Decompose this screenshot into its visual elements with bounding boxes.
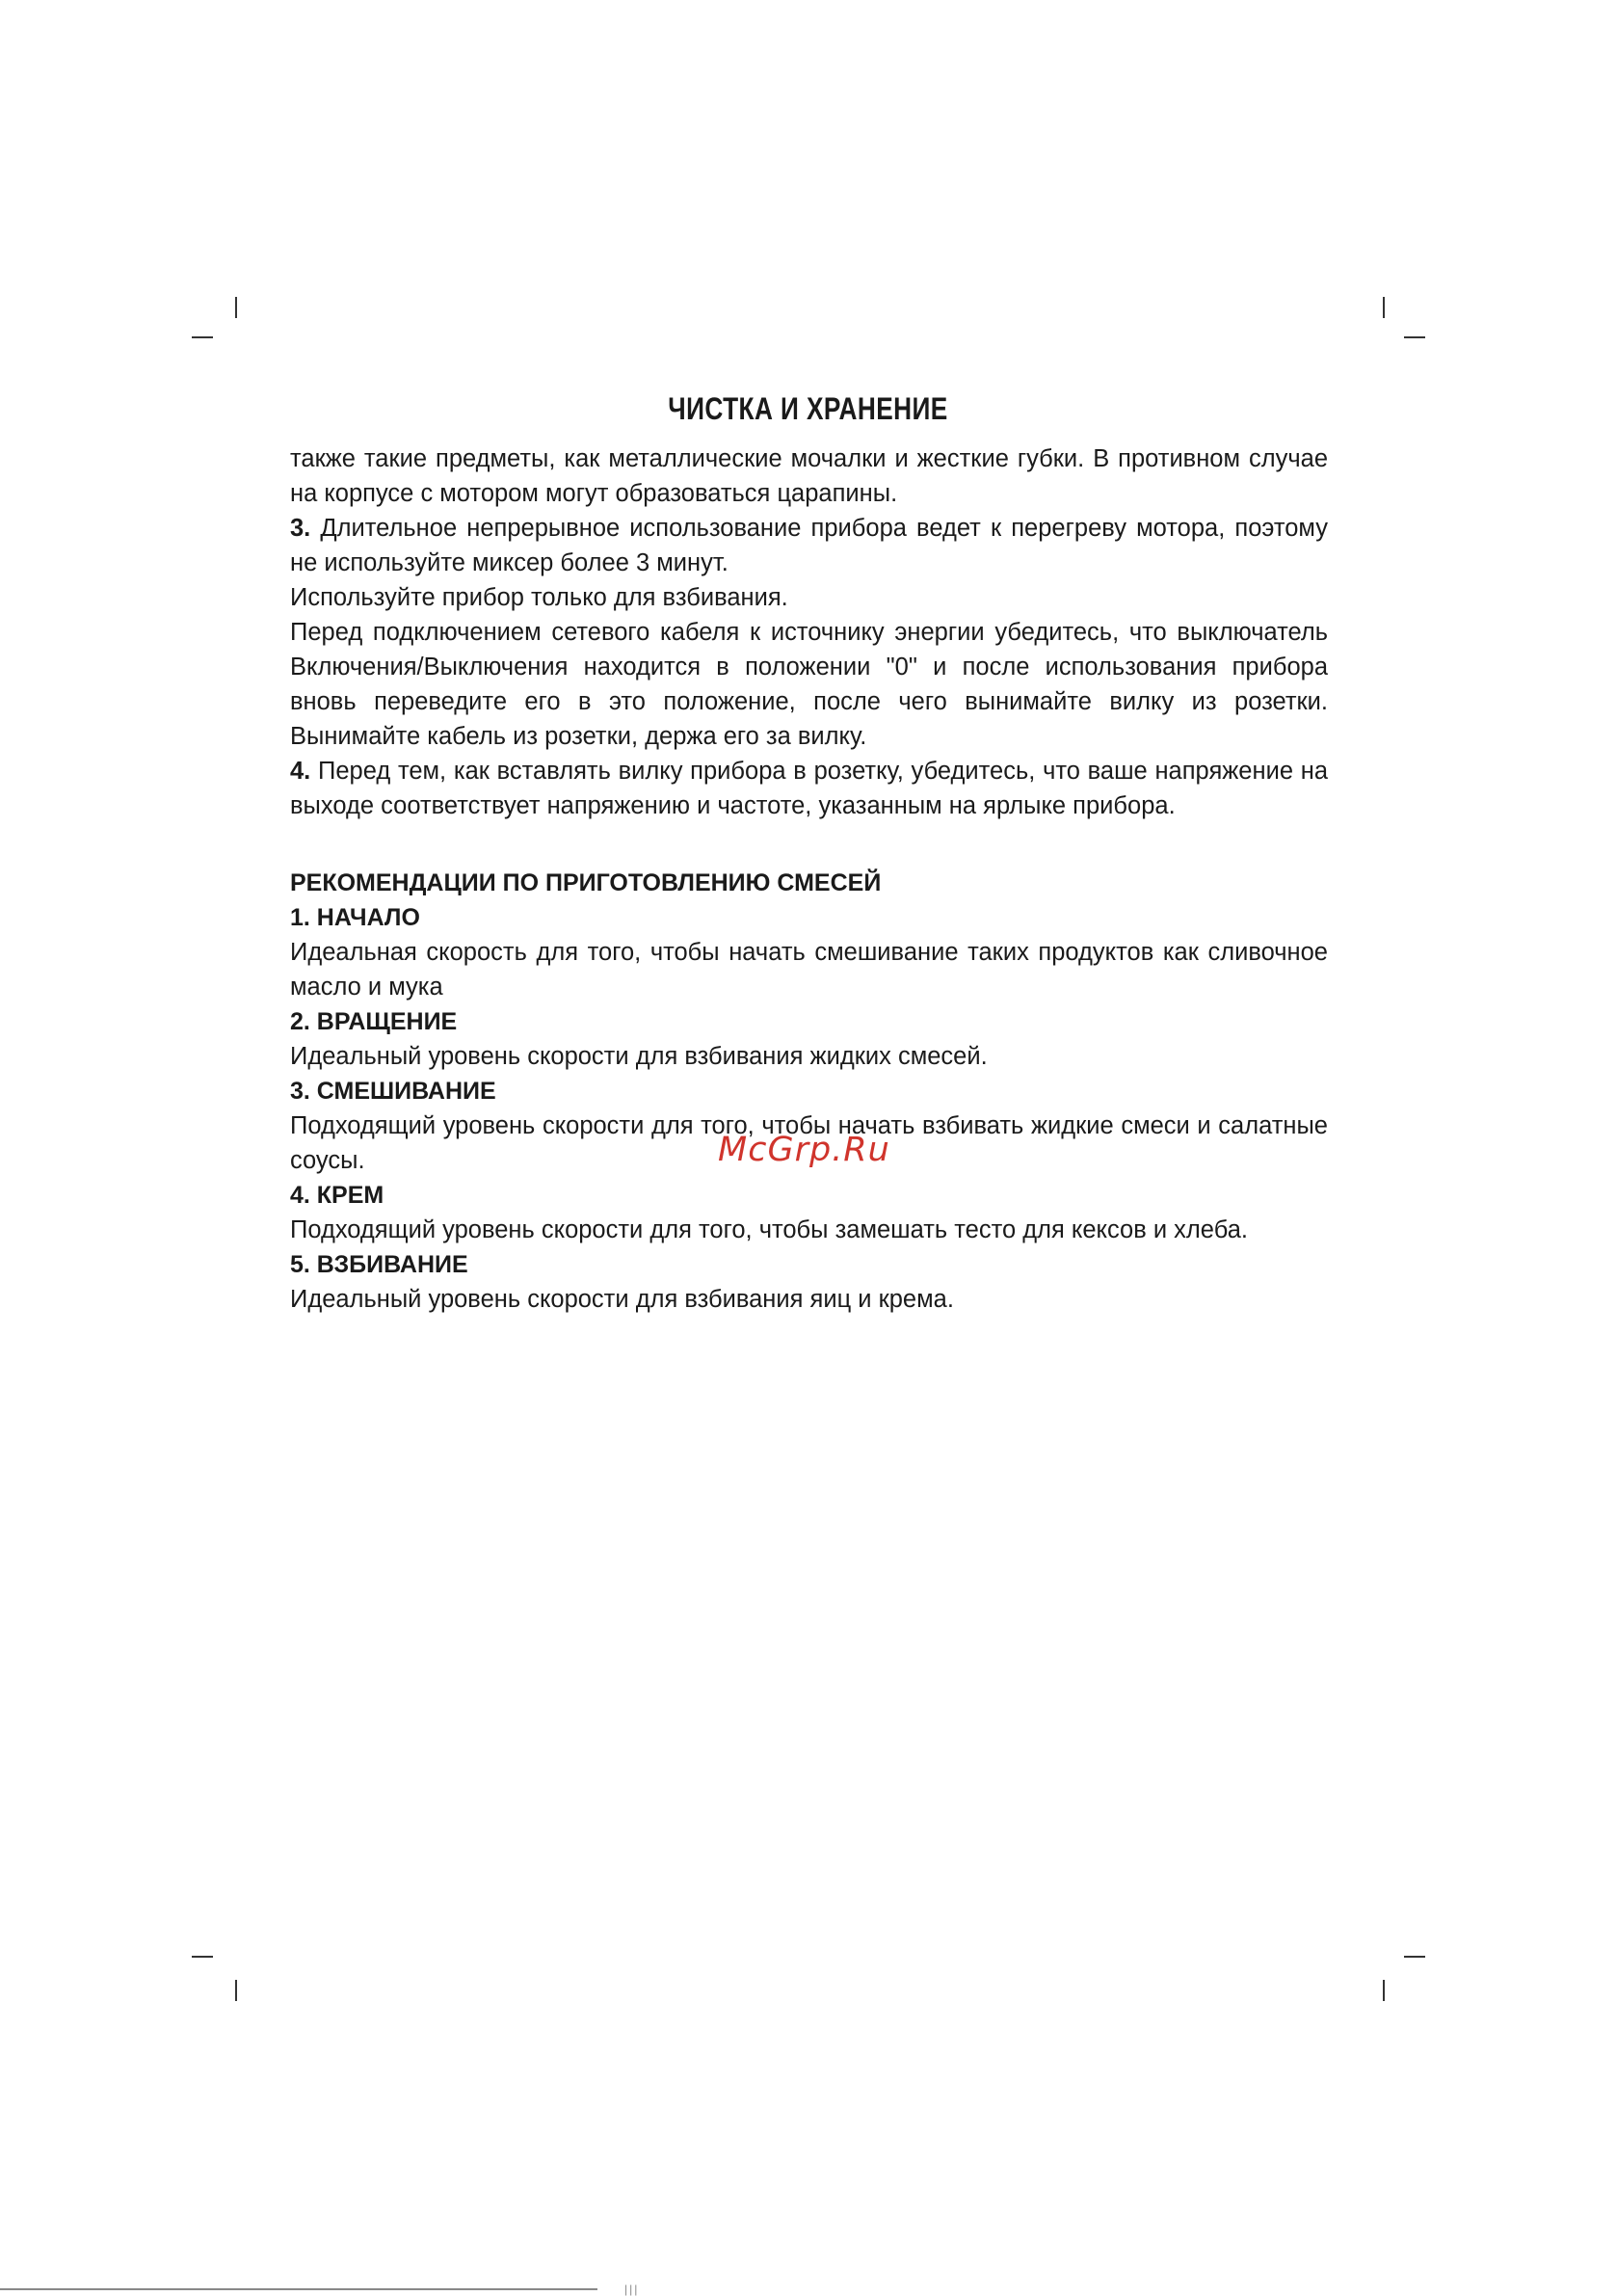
section-spacer [290, 823, 1328, 866]
section-heading: РЕКОМЕНДАЦИИ ПО ПРИГОТОВЛЕНИЮ СМЕСЕЙ [290, 869, 882, 896]
document-body [290, 441, 1328, 1317]
crop-mark-top-left-vertical [235, 297, 237, 318]
speed-text-4: Подходящий уровень скорости для того, чтобы замешать тесто для кексов и хлеба. [290, 1216, 1248, 1243]
speed-text-3: Подходящий уровень скорости для того, чтобы начать взбивать жидкие смеси и салатные соусы. [290, 1112, 1328, 1174]
paragraph-item-4 [290, 754, 1328, 823]
speed-text-2: Идеальный уровень скорости для взбивания жидких смесей. [290, 1043, 988, 1070]
crop-mark-top-left-horizontal [192, 336, 213, 338]
paragraph-continuation: также такие предметы, как металлические мочалки и жесткие губки. В противном случае на корпусе с мотором могут образоваться царапины. [290, 445, 1328, 507]
crop-mark-top-right-horizontal [1404, 336, 1425, 338]
speed-title-1: 1. НАЧАЛО [290, 904, 420, 931]
speed-title-3: 3. СМЕШИВАНИЕ [290, 1078, 496, 1105]
speed-text-1: Идеальная скорость для того, чтобы начать смешивание таких продуктов как сливочное масло и мука [290, 939, 1328, 1001]
paragraph-text: Перед тем, как вставлять вилку прибора в розетку, убедитесь, что ваше напряжение на выходе соответствует напряжению и частоте, указанным на ярлыке прибора. [290, 758, 1328, 819]
speed-text-5: Идеальный уровень скорости для взбивания яиц и крема. [290, 1286, 954, 1313]
paragraph-item-3 [290, 511, 1328, 580]
page-title: ЧИСТКА И ХРАНЕНИЕ [668, 391, 948, 426]
item-number: 4. [290, 758, 311, 785]
speed-title-2: 2. ВРАЩЕНИЕ [290, 1008, 458, 1035]
watermark: McGrp.Ru [718, 1131, 890, 1169]
paragraph-switch: Перед подключением сетевого кабеля к источнику энергии убедитесь, что выключатель Включения/Выключения находится в положении "0" и после использования прибора вновь переведите его в это положение, после чего вынимайте вилку из розетки. Вынимайте кабель из розетки, держа его за вилку. [290, 619, 1328, 750]
paragraph-text: Длительное непрерывное использование прибора ведет к перегреву мотора, поэтому не используйте миксер более 3 минут. [290, 515, 1328, 576]
crop-mark-bottom-right-horizontal [1404, 1956, 1425, 1958]
paragraph-usage: Используйте прибор только для взбивания. [290, 584, 788, 611]
crop-mark-bottom-left-vertical [235, 1980, 237, 2001]
crop-mark-top-right-vertical [1383, 297, 1385, 318]
crop-mark-bottom-left-horizontal [192, 1956, 213, 1958]
item-number: 3. [290, 515, 311, 542]
crop-mark-bottom-right-vertical [1383, 1980, 1385, 2001]
speed-title-5: 5. ВЗБИВАНИЕ [290, 1251, 468, 1278]
speed-title-4: 4. КРЕМ [290, 1182, 384, 1209]
footer-mark: ||| [624, 2283, 640, 2296]
bottom-rule [0, 2288, 597, 2290]
